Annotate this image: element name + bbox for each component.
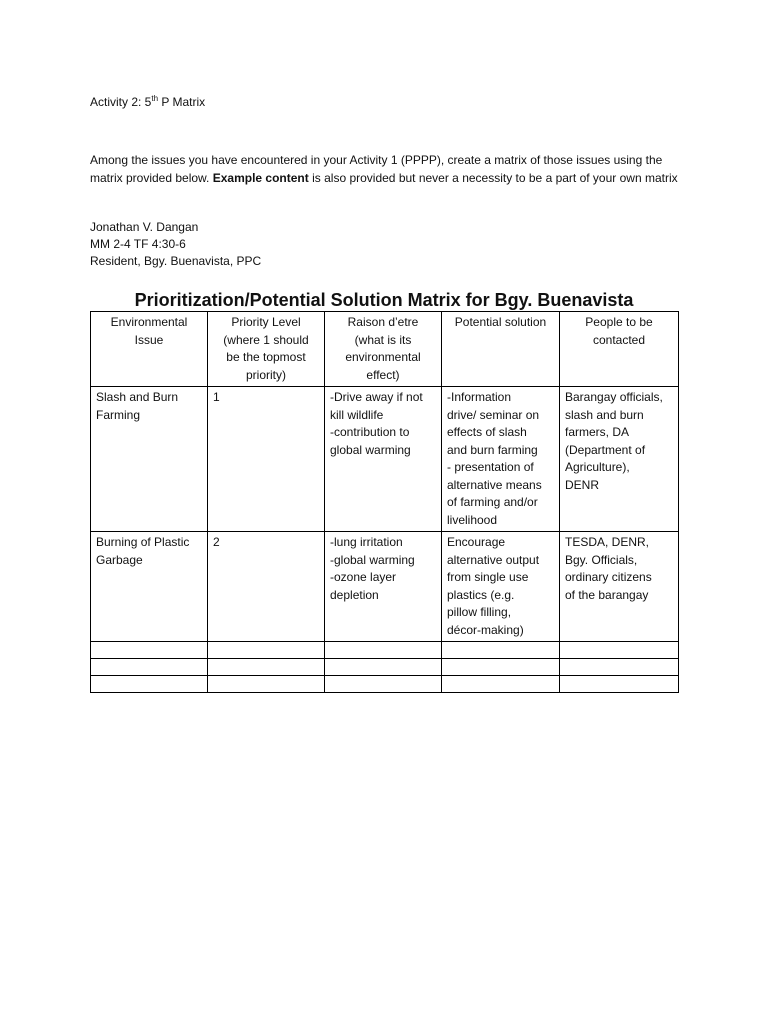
column-header-line: Raison d’etre (347, 315, 419, 329)
table-cell-line: Bgy. Officials, (565, 552, 638, 567)
activity-prefix: Activity 2: 5 (90, 95, 152, 109)
table-cell-line: -lung irritation (330, 535, 403, 549)
empty-table-row (91, 642, 679, 659)
author-schedule: MM 2-4 TF 4:30-6 (90, 237, 186, 251)
table-cell-environmental-issue (91, 532, 208, 642)
empty-table-cell (442, 659, 560, 676)
column-header-raison-detre (325, 312, 442, 387)
table-cell-line: of farming and/or (447, 495, 538, 509)
empty-table-cell (560, 642, 679, 659)
table-cell-line: effects of slash (447, 425, 527, 439)
table-cell-line: livelihood (447, 512, 498, 527)
activity-heading (90, 94, 205, 110)
table-cell-line: -Information (447, 390, 512, 404)
empty-table-cell (325, 676, 442, 693)
column-header-line: Potential solution (454, 315, 547, 329)
table-row (91, 387, 679, 532)
empty-table-cell (208, 659, 325, 676)
column-header-line: effect) (366, 367, 400, 382)
table-cell-line: -ozone layer (330, 570, 397, 584)
matrix-title: Prioritization/Potential Solution Matrix for Bgy. Buenavista (134, 290, 634, 310)
table-row (91, 532, 679, 642)
table-cell-priority-level (208, 387, 325, 532)
instructions-text-1: Among the issues you have encountered in your Activity 1 (PPPP), create a matrix of those issues using the matrix provided below. (90, 153, 663, 185)
table-cell-line: - presentation of (447, 460, 534, 474)
table-cell-line: 1 (213, 390, 220, 404)
column-header-line: environmental (345, 350, 421, 364)
table-cell-raison-detre (325, 532, 442, 642)
table-cell-line: kill wildlife (330, 407, 384, 422)
activity-superscript: th (151, 94, 159, 103)
table-cell-people-to-contact (560, 532, 679, 642)
empty-table-cell (208, 676, 325, 693)
author-residence: Resident, Bgy. Buenavista, PPC (90, 254, 262, 268)
solution-matrix-table (90, 311, 679, 693)
empty-table-cell (325, 642, 442, 659)
table-cell-line: 2 (213, 535, 220, 549)
empty-table-cell (91, 676, 208, 693)
empty-table-row (91, 659, 679, 676)
table-body (91, 387, 679, 693)
column-header-environmental-issue (91, 312, 208, 387)
activity-suffix: P Matrix (158, 95, 206, 109)
column-header-line: contacted (592, 332, 646, 347)
table-cell-line: Barangay officials, (565, 390, 663, 404)
table-cell-line: global warming (330, 442, 411, 457)
empty-table-cell (560, 676, 679, 693)
table-cell-potential-solution (442, 532, 560, 642)
table-cell-line: TESDA, DENR, (565, 535, 650, 549)
column-header-line: Priority Level (231, 315, 301, 329)
instructions-paragraph (90, 151, 690, 187)
table-cell-line: farmers, DA (565, 425, 630, 439)
empty-table-row (91, 676, 679, 693)
table-cell-line: alternative output (447, 552, 540, 567)
column-header-line: (what is its (354, 332, 412, 347)
empty-table-cell (325, 659, 442, 676)
empty-table-cell (560, 659, 679, 676)
column-header-potential-solution (442, 312, 560, 387)
empty-table-cell (91, 642, 208, 659)
column-header-people-to-contact (560, 312, 679, 387)
table-cell-line: alternative means (447, 477, 542, 492)
table-cell-line: from single use (447, 570, 529, 584)
table-cell-line: depletion (330, 587, 379, 602)
column-header-line: priority) (245, 367, 286, 382)
table-cell-line: (Department of (565, 442, 646, 457)
table-cell-line: Burning of Plastic (96, 535, 190, 549)
table-cell-line: Farming (96, 407, 141, 422)
author-name: Jonathan V. Dangan (90, 220, 199, 234)
table-cell-line: Encourage (447, 535, 506, 549)
table-cell-people-to-contact (560, 387, 679, 532)
table-cell-line: and burn farming (447, 442, 538, 457)
column-header-line: be the topmost (226, 350, 306, 364)
table-cell-line: Garbage (96, 552, 143, 567)
table-cell-line: pillow filling, (447, 605, 512, 619)
column-header-line: Issue (134, 332, 164, 347)
table-cell-line: -global warming (330, 552, 415, 567)
empty-table-cell (91, 659, 208, 676)
table-cell-line: plastics (e.g. (447, 587, 515, 602)
table-cell-line: décor-making) (447, 622, 524, 637)
table-cell-line: slash and burn (565, 407, 644, 422)
table-cell-priority-level (208, 532, 325, 642)
instructions-bold-text: Example content (212, 171, 309, 185)
author-block (90, 219, 261, 270)
table-cell-line: DENR (565, 477, 600, 492)
table-cell-line: Agriculture), (565, 460, 630, 474)
column-header-priority-level (208, 312, 325, 387)
instructions-text-2: is also provided but never a necessity to be a part of your own matrix (308, 171, 678, 185)
table-cell-environmental-issue (91, 387, 208, 532)
table-header-row (91, 312, 679, 387)
empty-table-cell (208, 642, 325, 659)
empty-table-cell (442, 642, 560, 659)
table-cell-line: ordinary citizens (565, 570, 652, 584)
table-cell-line: -Drive away if not (330, 390, 423, 404)
table-cell-line: of the barangay (565, 587, 649, 602)
table-cell-line: -contribution to (330, 425, 410, 439)
table-cell-potential-solution (442, 387, 560, 532)
column-header-line: (where 1 should (223, 332, 309, 347)
column-header-line: People to be (585, 315, 653, 329)
table-cell-line: drive/ seminar on (447, 407, 540, 422)
column-header-line: Environmental (110, 315, 188, 329)
table-cell-line: Slash and Burn (96, 390, 179, 404)
table-cell-raison-detre (325, 387, 442, 532)
empty-table-cell (442, 676, 560, 693)
